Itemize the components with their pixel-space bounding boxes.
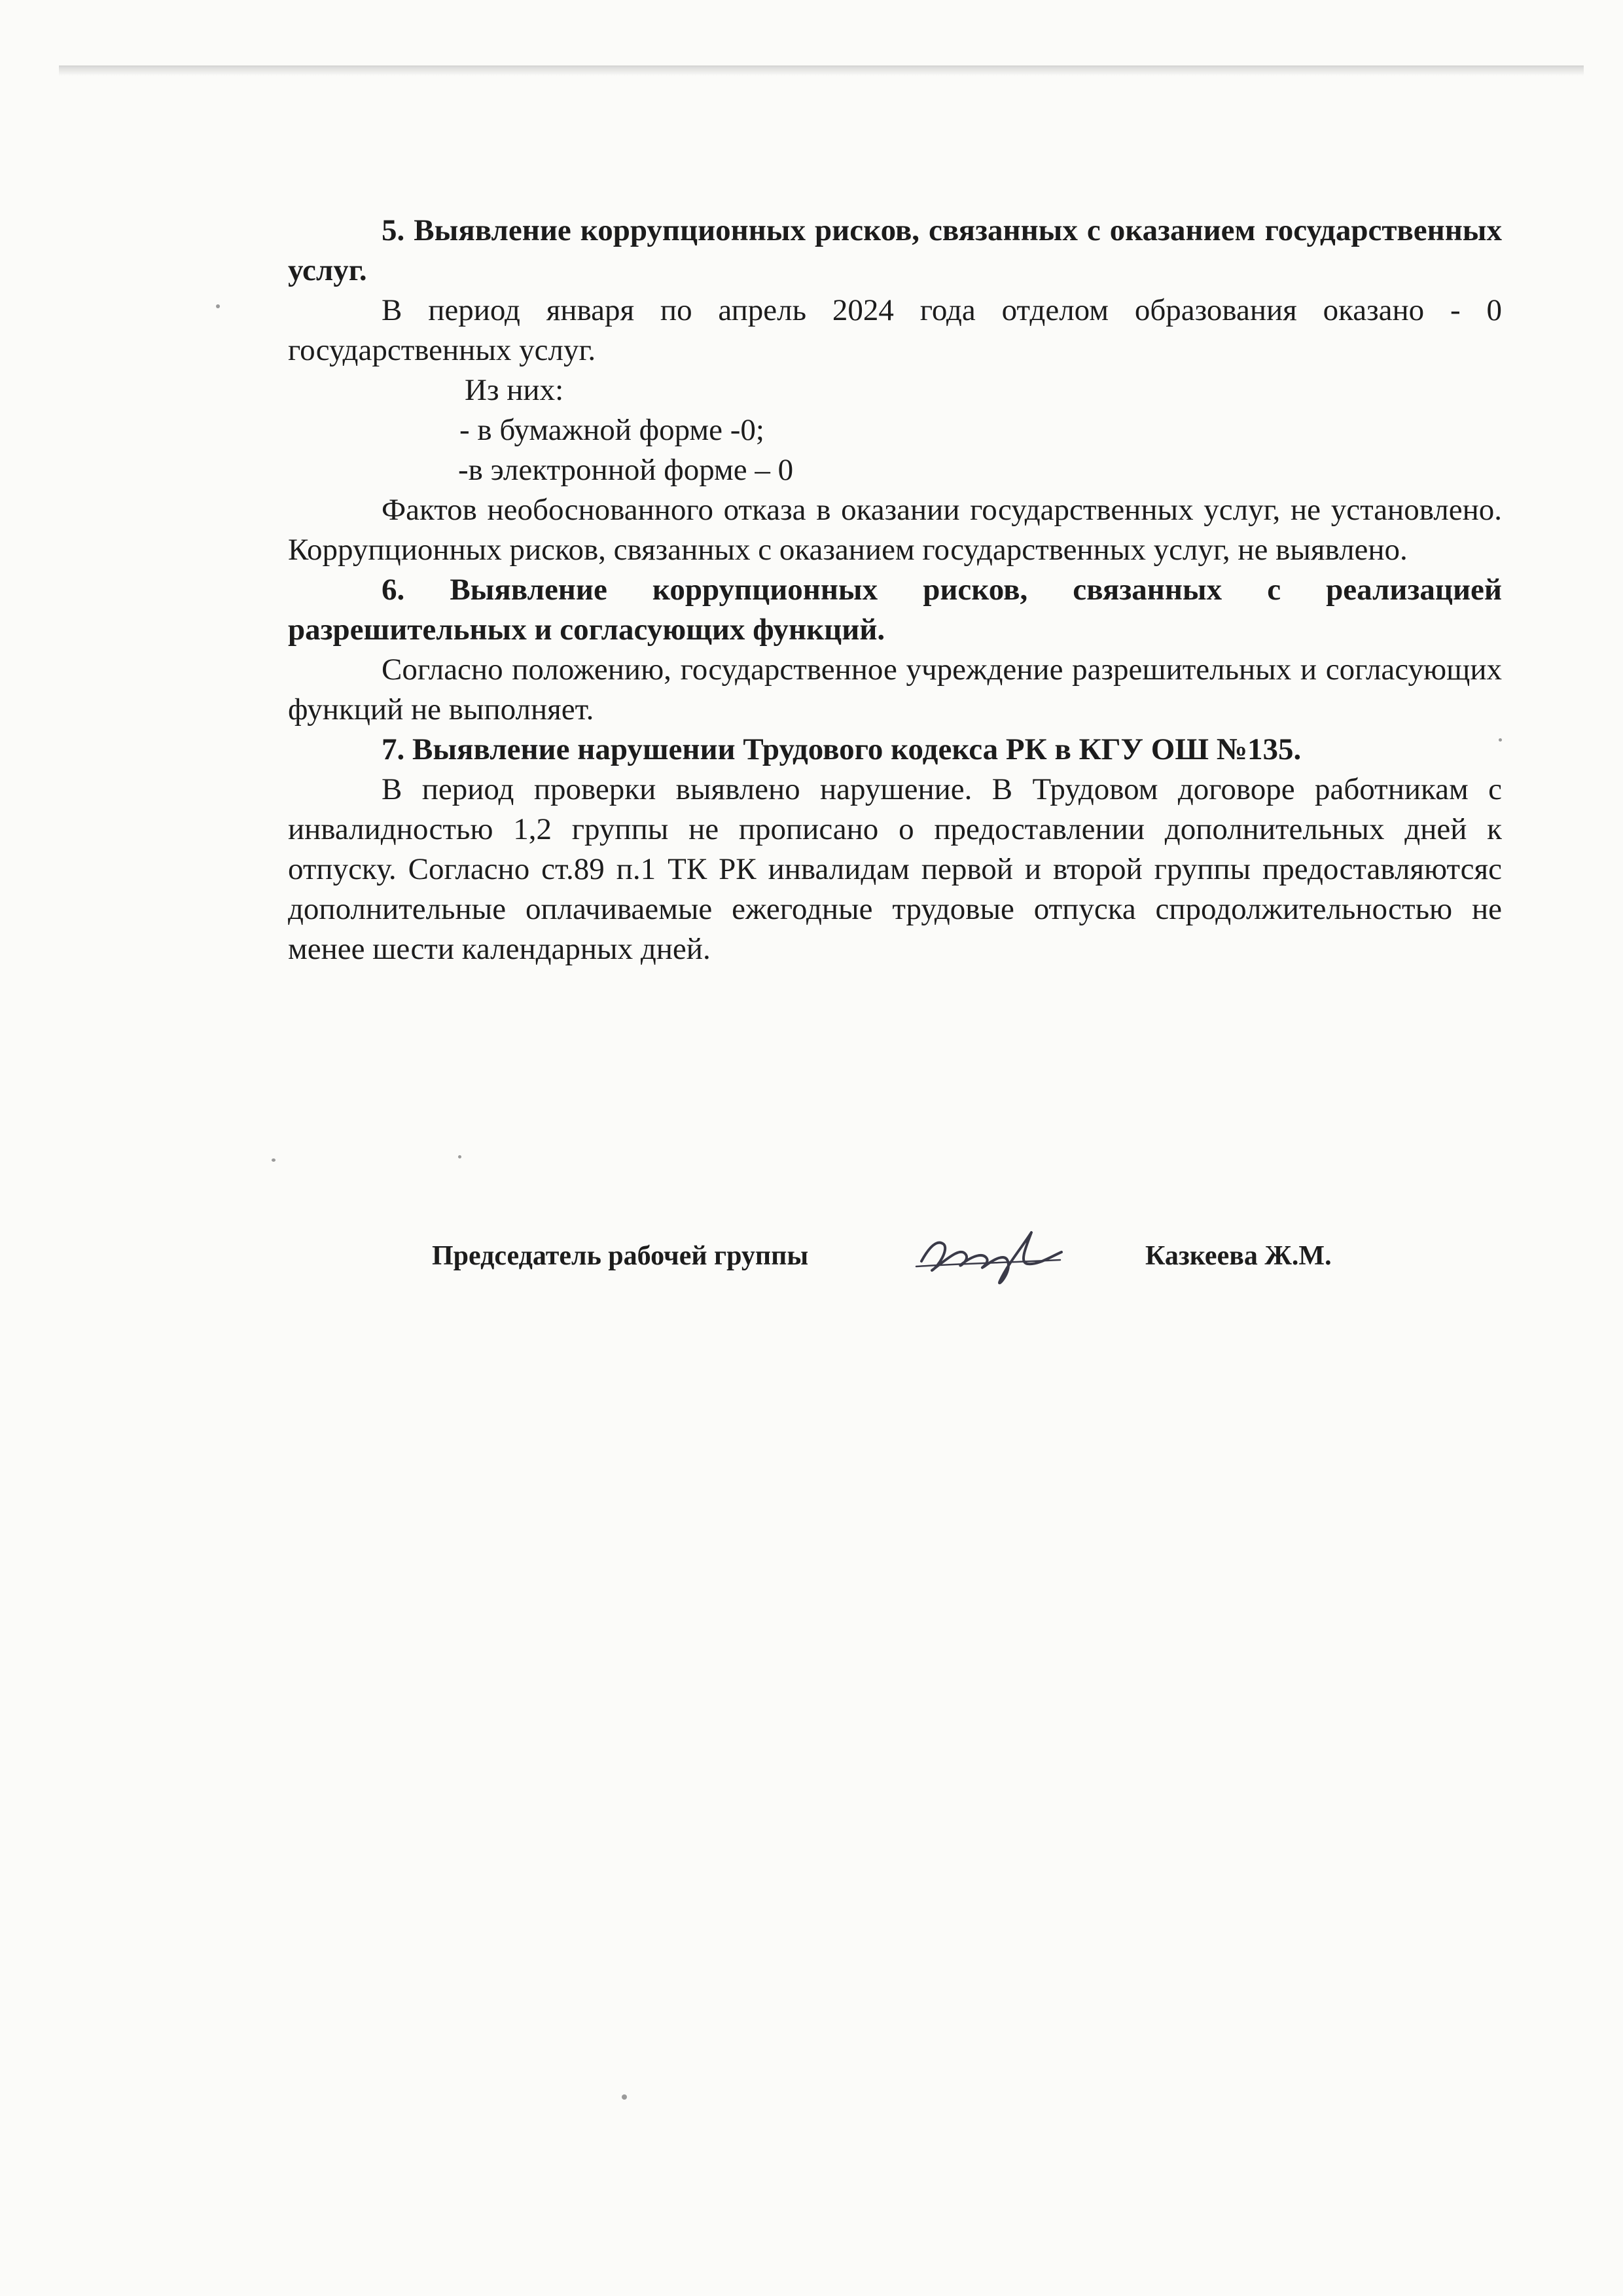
section-5-list-item: -в электронной форме – 0 xyxy=(458,453,794,487)
document-body xyxy=(288,211,1502,969)
section-5-paragraph-2: Фактов необоснованного отказа в оказании государственных услуг, не установлено. Коррупционных рисков, связанных с оказанием государственных услуг, не выявлено. xyxy=(288,493,1502,567)
scan-edge-shadow xyxy=(59,65,1584,76)
handwritten-signature xyxy=(910,1221,1073,1293)
scan-speck xyxy=(216,304,220,308)
signatory-name: Казкеева Ж.М. xyxy=(1145,1241,1332,1271)
section-6-heading: 6. Выявление коррупционных рисков, связанных с реализацией разрешительных и согласующих функций. xyxy=(288,573,1502,647)
section-7-heading: 7. Выявление нарушении Трудового кодекса РК в КГУ ОШ №135. xyxy=(382,732,1302,766)
section-6-paragraph-1: Согласно положению, государственное учреждение разрешительных и согласующих функций не выполняет. xyxy=(288,653,1502,726)
scan-speck xyxy=(458,1155,461,1158)
section-5-list-item: - в бумажной форме -0; xyxy=(459,413,764,447)
section-5-heading: 5. Выявление коррупционных рисков, связанных с оказанием государственных услуг. xyxy=(288,213,1502,287)
scan-speck xyxy=(272,1158,276,1162)
signature-role: Председатель рабочей группы xyxy=(432,1241,809,1271)
signature-block xyxy=(432,1227,1414,1306)
scan-speck xyxy=(622,2094,627,2100)
section-7-paragraph-1: В период проверки выявлено нарушение. В Трудовом договоре работникам с инвалидностью 1,2 группы не прописано о предоставлении дополнительных дней к отпуску. Согласно ст.89 п.1 ТК РК инвалидам первой и второй группы предоставляютсяс дополнительные оплачиваемые ежегодные трудовые отпуска спродолжительностью не менее шести календарных дней. xyxy=(288,772,1502,966)
section-5-list-intro: Из них: xyxy=(465,373,564,407)
section-5-paragraph-1: В период января по апрель 2024 года отделом образования оказано - 0 государственных услуг. xyxy=(288,293,1502,367)
